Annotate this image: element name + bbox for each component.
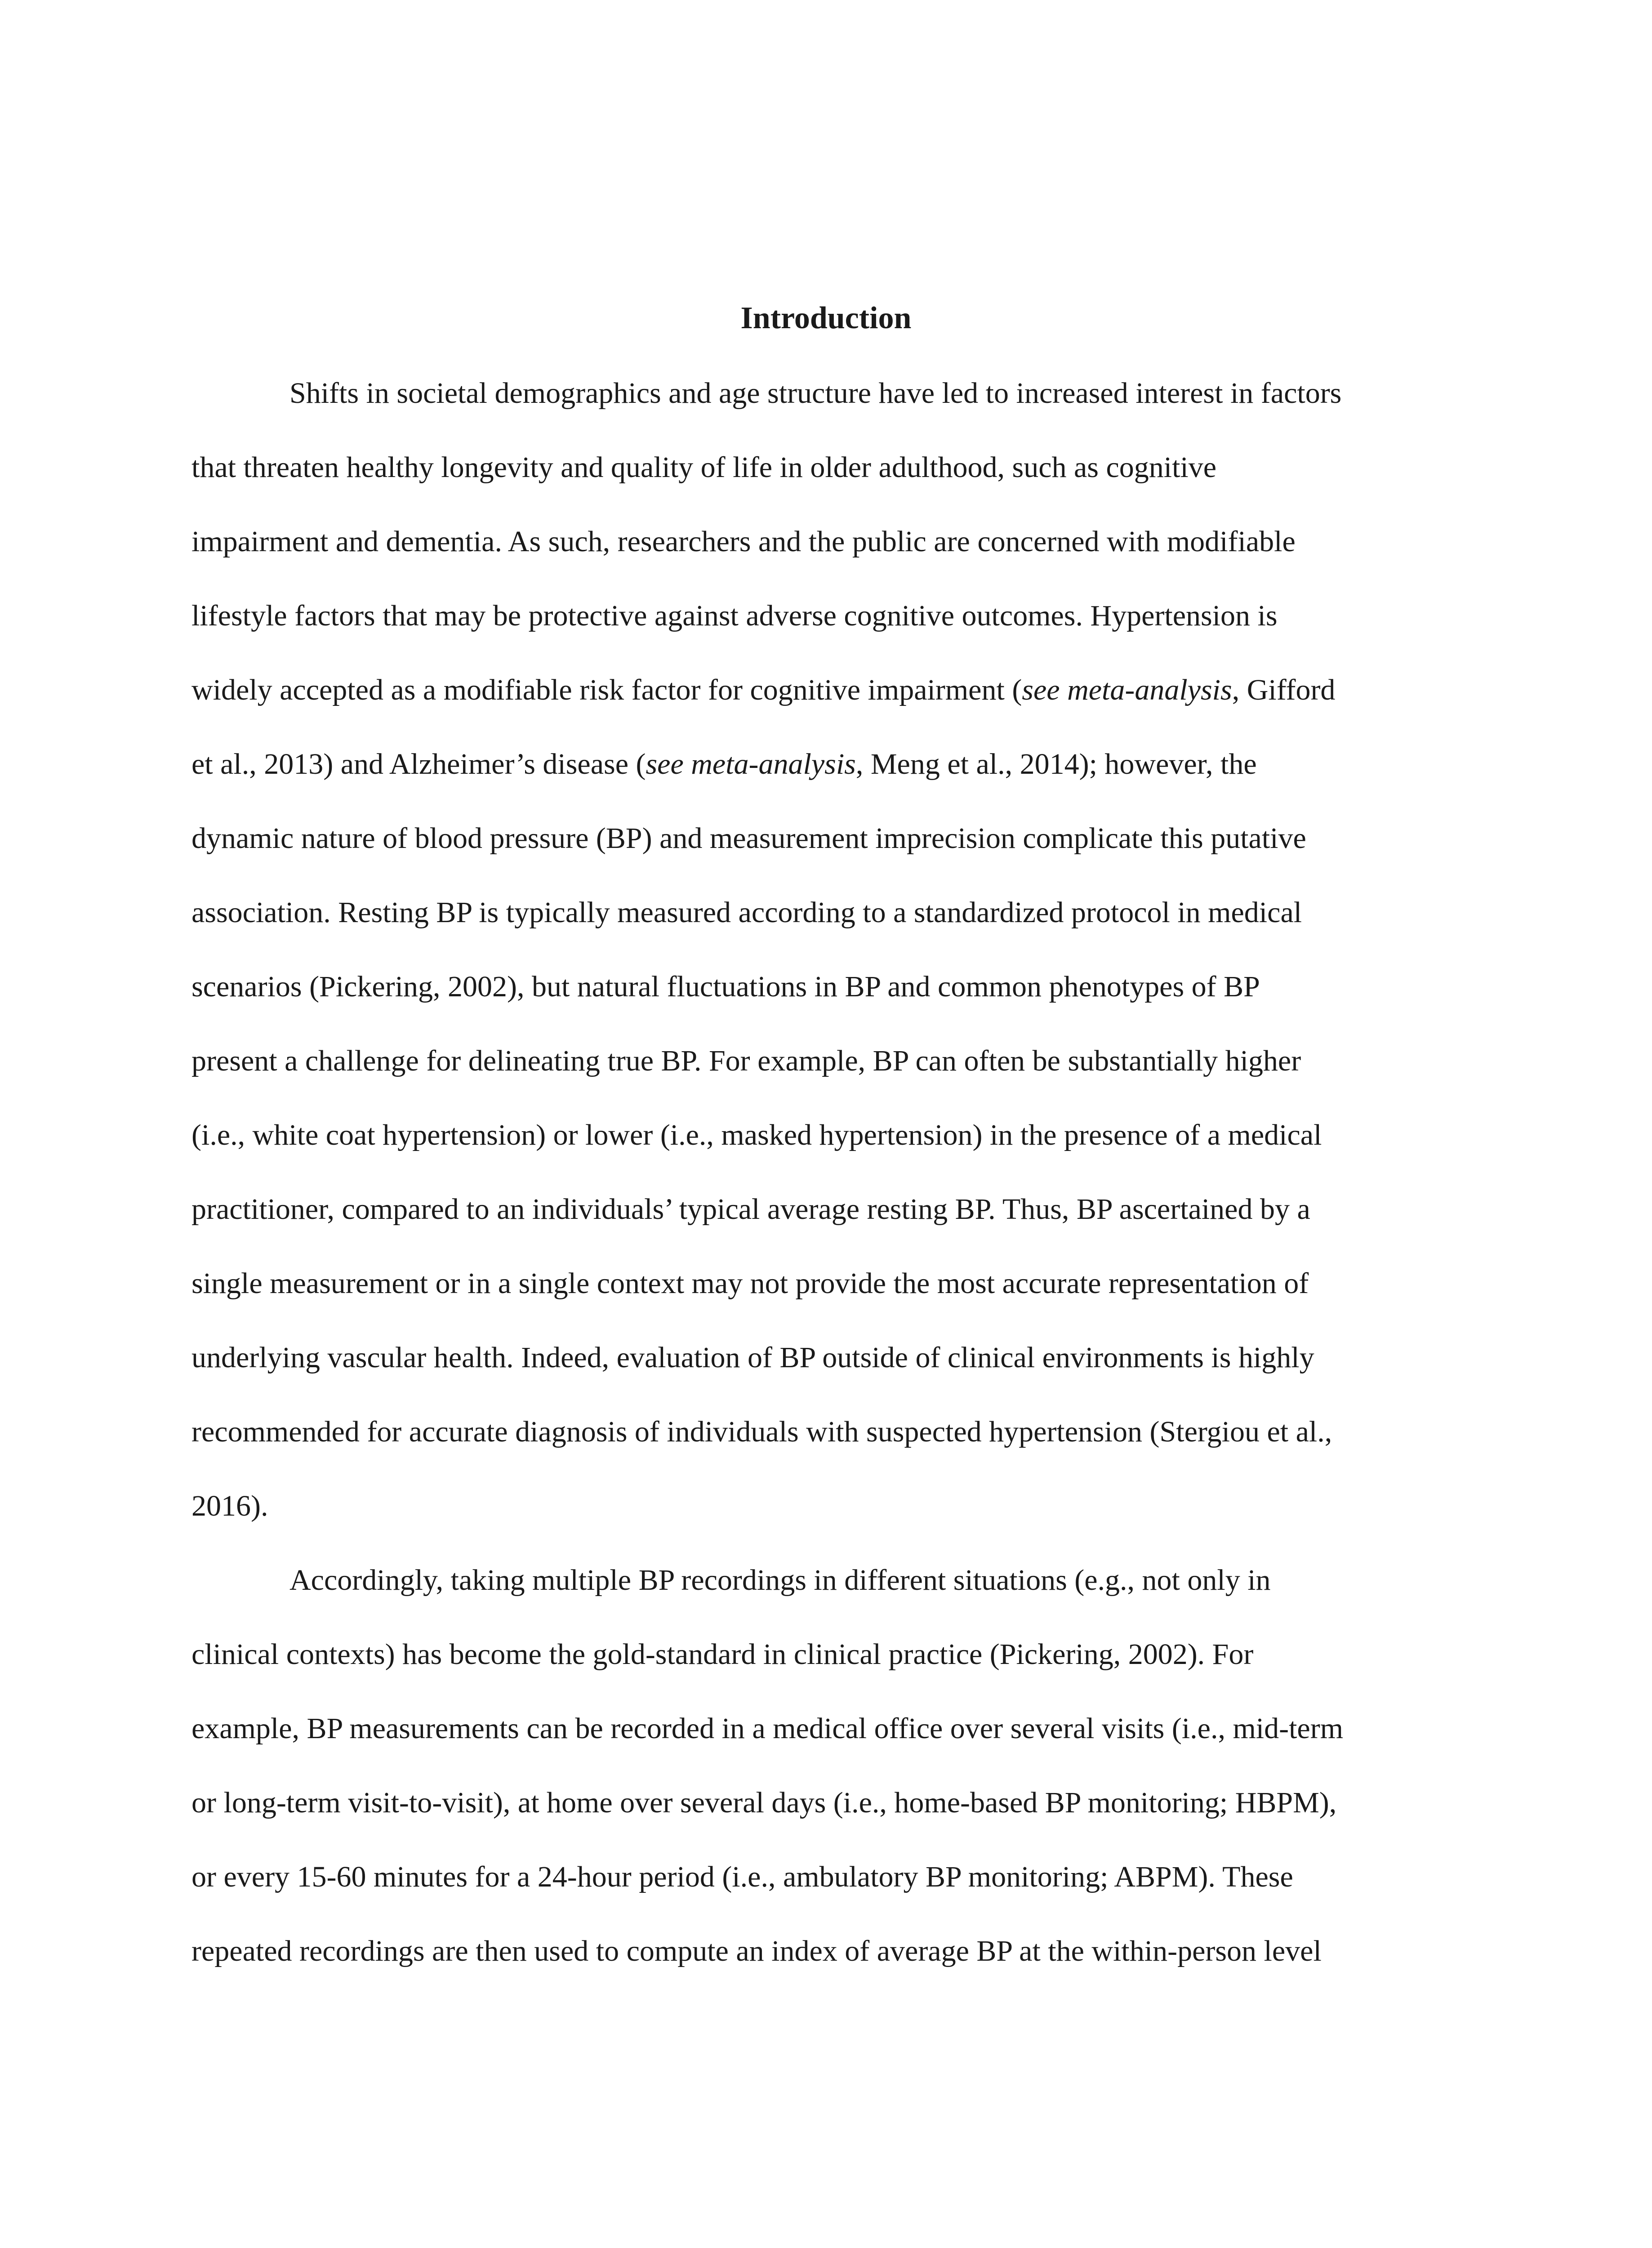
- body-line: widely accepted as a modifiable risk factor for cognitive impairment (see meta-analysis, Gifford: [191, 674, 1336, 706]
- body-line: clinical contexts) has become the gold-standard in clinical practice (Pickering, 2002). For: [191, 1638, 1254, 1671]
- body-line: recommended for accurate diagnosis of individuals with suspected hypertension (Stergiou et al.,: [191, 1415, 1332, 1448]
- body-line: et al., 2013) and Alzheimer’s disease (see meta-analysis, Meng et al., 2014); however, the: [191, 748, 1257, 781]
- body-line: practitioner, compared to an individuals’ typical average resting BP. Thus, BP ascertained by a: [191, 1193, 1310, 1226]
- body-line: present a challenge for delineating true BP. For example, BP can often be substantially higher: [191, 1044, 1301, 1077]
- section-heading: Introduction: [740, 301, 912, 335]
- body-line: lifestyle factors that may be protective against adverse cognitive outcomes. Hypertension is: [191, 599, 1278, 632]
- body-line: repeated recordings are then used to compute an index of average BP at the within-person level: [191, 1935, 1322, 1967]
- body-line: association. Resting BP is typically measured according to a standardized protocol in medical: [191, 896, 1302, 929]
- body-line: scenarios (Pickering, 2002), but natural fluctuations in BP and common phenotypes of BP: [191, 970, 1260, 1003]
- body-line: or long-term visit-to-visit), at home over several days (i.e., home-based BP monitoring; HBPM),: [191, 1786, 1337, 1819]
- body-line: single measurement or in a single context may not provide the most accurate representation of: [191, 1267, 1309, 1300]
- italic-phrase: see meta-analysis: [646, 748, 856, 781]
- body-line: Accordingly, taking multiple BP recordings in different situations (e.g., not only in: [289, 1564, 1271, 1597]
- body-line: that threaten healthy longevity and quality of life in older adulthood, such as cognitive: [191, 451, 1217, 484]
- body-line: impairment and dementia. As such, researchers and the public are concerned with modifiable: [191, 525, 1296, 558]
- body-line: underlying vascular health. Indeed, evaluation of BP outside of clinical environments is highly: [191, 1341, 1314, 1374]
- body-line: 2016).: [191, 1490, 268, 1522]
- italic-phrase: see meta-analysis: [1022, 674, 1232, 706]
- body-line: Shifts in societal demographics and age structure have led to increased interest in factors: [289, 377, 1342, 410]
- body-line: dynamic nature of blood pressure (BP) and measurement imprecision complicate this putative: [191, 822, 1306, 855]
- body-line: or every 15-60 minutes for a 24-hour period (i.e., ambulatory BP monitoring; ABPM). These: [191, 1860, 1293, 1893]
- body-line: example, BP measurements can be recorded in a medical office over several visits (i.e., mid-term: [191, 1712, 1344, 1745]
- body-line: (i.e., white coat hypertension) or lower (i.e., masked hypertension) in the presence of a medical: [191, 1119, 1322, 1151]
